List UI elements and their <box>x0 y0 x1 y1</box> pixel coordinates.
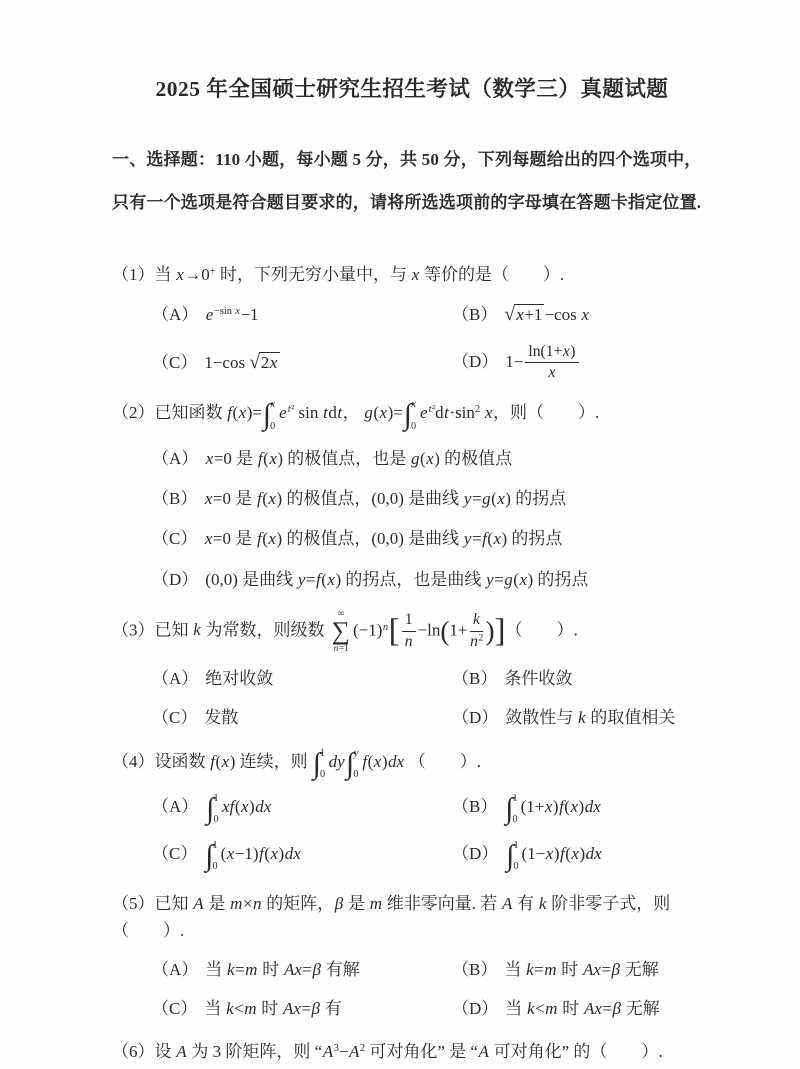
question-5-stem: （5）已知 A 是 m×n 的矩阵，β 是 m 维非零向量. 若 A 有 k 阶非零子式，则（ ）. <box>112 894 671 941</box>
option-body: x=0 是 f(x) 的极值点，(0,0) 是曲线 y=f(x) 的拐点 <box>204 529 563 549</box>
question-4-option-a <box>152 794 452 828</box>
option-label: （C） <box>152 708 198 728</box>
question-6-stem: （6）设 A 为 3 阶矩阵，则 “$A^3-A^2$ 可对角化” 是 “A 可对角化” 的（ ）. <box>112 1042 663 1062</box>
question-3 <box>112 609 712 731</box>
question-3-option-d <box>452 705 712 731</box>
question-2-option-d <box>152 567 712 593</box>
question-2-options <box>152 446 712 593</box>
option-label: （D） <box>452 843 499 863</box>
question-5-option-c <box>152 996 452 1022</box>
option-body: 当 k=m 时 Ax=β 无解 <box>504 959 659 979</box>
option-label: （A） <box>152 668 199 688</box>
option-body: 发散 <box>204 708 239 728</box>
question-5-option-d <box>452 996 712 1022</box>
option-label: （A） <box>152 959 199 979</box>
question-4-options <box>152 794 712 874</box>
question-1-option-c <box>152 348 452 378</box>
option-body: $e^{-sin x}-1$ <box>205 304 259 324</box>
option-body: 当 k<m 时 Ax=β 有 <box>204 998 342 1018</box>
question-4-option-d <box>452 838 712 875</box>
option-body: x=0 是 f(x) 的极值点，(0,0) 是曲线 y=g(x) 的拐点 <box>204 489 567 509</box>
question-1-options <box>152 300 712 383</box>
question-5 <box>112 890 712 1022</box>
option-label: （C） <box>152 843 198 863</box>
option-label: （A） <box>152 797 199 817</box>
page-title: 2025 年全国硕士研究生招生考试（数学三）真题试题 <box>155 77 669 101</box>
question-2-stem: （2）已知函数 f(x)= ∫ x 0 $e^{t^2}$ sin tdt， g(x)= ∫ x 0 $e^{t^2}dt\cdot\sin^2$ x，则（ ）. <box>112 398 600 432</box>
question-6 <box>112 1038 712 1065</box>
question-3-option-c <box>152 705 452 731</box>
question-1-option-b <box>452 300 712 330</box>
question-4-option-c <box>152 838 452 875</box>
option-body: ∫ 1 0 xf(x)dx <box>206 792 272 826</box>
option-body: x=0 是 f(x) 的极值点，也是 g(x) 的极值点 <box>205 448 513 468</box>
option-label: （B） <box>452 305 498 325</box>
option-body: 条件收敛 <box>504 668 573 688</box>
option-body: √ x+1 −cos x <box>504 305 589 324</box>
question-2-option-c <box>152 526 712 552</box>
option-label: （D） <box>452 708 499 728</box>
option-body: 1−cos √ 2x <box>204 353 280 372</box>
question-3-option-b <box>452 666 712 692</box>
section-instructions <box>112 147 712 215</box>
option-body: 敛散性与 k 的取值相关 <box>505 708 676 728</box>
question-3-stem: （3）已知 k 为常数，则级数 ∞ ∑ n=1 $(-1)^n$[ $\frac{1}{n}$ −ln(1+ $\frac{k}{n^2}$ )]（ ）. <box>112 609 578 654</box>
option-label: （A） <box>152 304 199 324</box>
option-body: ∫ 1 0 (1+x)f(x)dx <box>505 792 601 826</box>
question-4-stem: （4）设函数 f(x) 连续，则 ∫ 1 0 dy ∫ y 0 f(x)dx （ ）. <box>112 746 482 780</box>
option-body: 1− $\frac{\ln(1+x)}{x}$ <box>505 352 580 371</box>
option-label: （C） <box>152 353 198 373</box>
question-1-stem: （1）当 x→0+ 时，下列无穷小量中，与 x 等价的是（ ）. <box>112 265 565 284</box>
option-body: (0,0) 是曲线 y=f(x) 的拐点，也是曲线 y=g(x) 的拐点 <box>205 569 589 589</box>
question-1 <box>112 261 712 383</box>
option-body: 当 k=m 时 Ax=β 有解 <box>205 959 360 979</box>
option-label: （A） <box>152 448 199 468</box>
question-3-option-a <box>152 666 452 692</box>
question-1-option-a <box>152 302 452 328</box>
question-3-options <box>152 666 712 732</box>
option-body: ∫ 1 0 (1−x)f(x)dx <box>506 838 602 872</box>
option-label: （B） <box>452 797 498 817</box>
question-2-option-b <box>152 486 712 512</box>
question-4 <box>112 748 712 875</box>
question-2-option-a <box>152 446 712 472</box>
option-label: （C） <box>152 998 198 1018</box>
option-label: （C） <box>152 529 198 549</box>
question-5-option-a <box>152 957 452 983</box>
option-label: （B） <box>452 668 498 688</box>
option-label: （D） <box>452 998 499 1018</box>
question-1-option-d <box>452 343 712 384</box>
option-label: （D） <box>452 351 499 371</box>
question-4-option-b <box>452 794 712 828</box>
instructions-line-2: 只有一个选项是符合题目要求的，请将所选选项前的字母填在答题卡指定位置. <box>112 192 702 212</box>
option-body: 绝对收敛 <box>205 668 274 688</box>
question-5-option-b <box>452 957 712 983</box>
instructions-line-1: 一、选择题：110 小题，每小题 5 分，共 50 分，下列每题给出的四个选项中， <box>112 150 702 169</box>
option-label: （D） <box>152 569 199 589</box>
option-body: 当 k<m 时 Ax=β 无解 <box>505 998 660 1018</box>
question-5-options <box>152 957 712 1023</box>
option-label: （B） <box>452 959 498 979</box>
option-body: ∫ 1 0 (x−1)f(x)dx <box>205 838 301 872</box>
option-label: （B） <box>152 489 198 509</box>
question-2 <box>112 399 712 593</box>
